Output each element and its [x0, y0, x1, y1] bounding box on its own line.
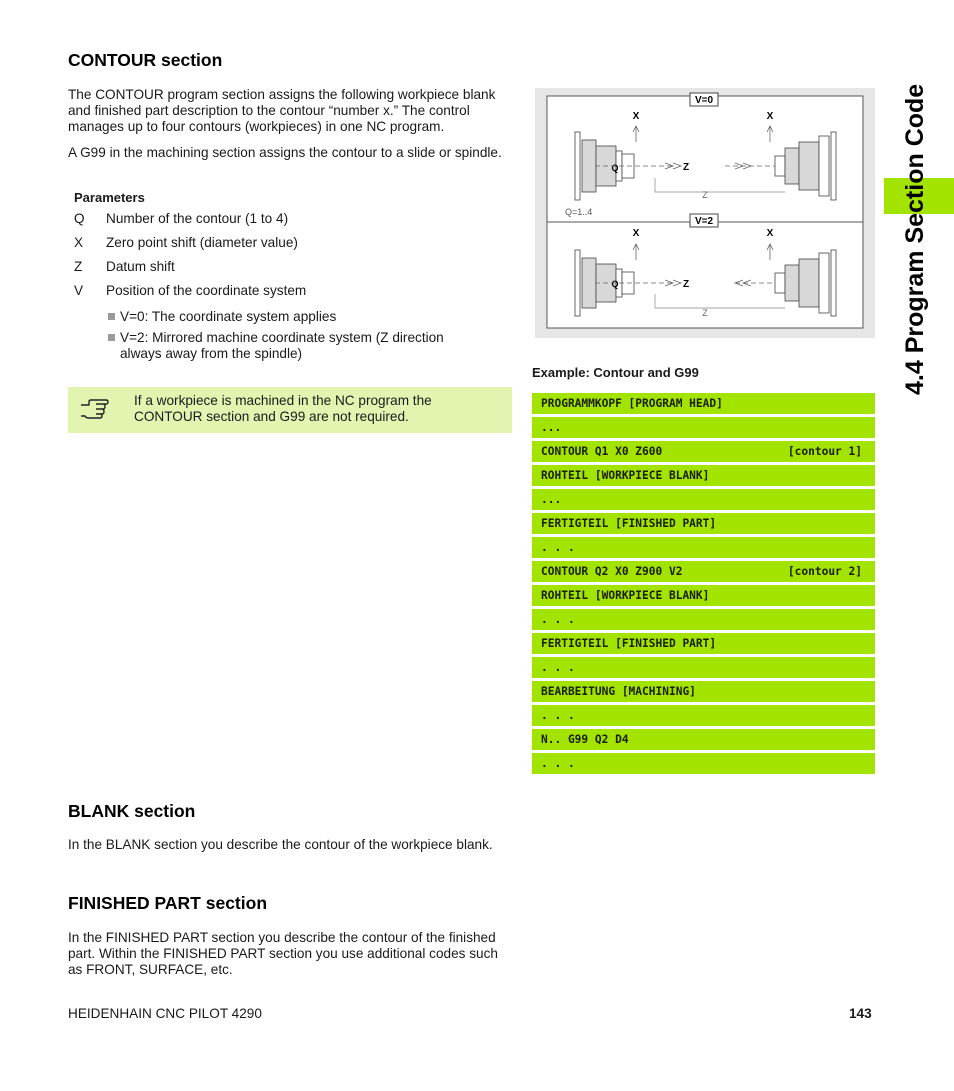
param-desc: Number of the contour (1 to 4): [106, 211, 289, 226]
param-key: X: [74, 235, 84, 250]
z-dim-label: Z: [702, 308, 708, 318]
q-label: Q: [611, 279, 619, 289]
code-row: ...: [532, 489, 875, 510]
param-row-x: [74, 235, 474, 251]
v2-label: V=2: [694, 216, 714, 227]
param-key: Z: [74, 259, 83, 274]
param-desc: Datum shift: [106, 259, 175, 274]
blank-para: In the BLANK section you describe the contour of the workpiece blank.: [68, 837, 493, 852]
note-box: [68, 387, 512, 433]
x-axis-label: X: [766, 228, 774, 239]
contour-para-1: The CONTOUR program section assigns the following workpiece blank and finished part description to the contour “number x.” The control manages up to four contours (workpieces) in one NC program.: [68, 87, 496, 134]
z-axis-label: Z: [683, 279, 690, 290]
code-row: FERTIGTEIL [FINISHED PART]: [532, 513, 875, 534]
bullet-square-icon: [108, 334, 115, 341]
example-heading: Example: Contour and G99: [532, 365, 699, 380]
param-key: V: [74, 283, 84, 298]
param-desc: Zero point shift (diameter value): [106, 235, 298, 250]
x-axis-label: X: [632, 228, 640, 239]
z-axis-label: Z: [683, 162, 690, 173]
code-row: . . .: [532, 537, 875, 558]
param-row-q: [74, 211, 474, 227]
q-range-label: Q=1..4: [565, 207, 593, 217]
page-number: 143: [849, 1006, 872, 1021]
param-desc: Position of the coordinate system: [106, 283, 307, 298]
z-dim-label: Z: [702, 190, 708, 200]
param-row-v: [74, 283, 474, 299]
v0-label: V=0: [694, 95, 714, 106]
finished-heading: FINISHED PART section: [68, 893, 268, 913]
param-key: Q: [74, 211, 85, 226]
footer-product: HEIDENHAIN CNC PILOT 4290: [68, 1006, 262, 1021]
code-row: BEARBEITUNG [MACHINING]: [532, 681, 875, 702]
section-title-text: 4.4 Program Section Code: [901, 83, 929, 395]
code-row: . . .: [532, 657, 875, 678]
blank-heading: BLANK section: [68, 801, 196, 821]
code-row: . . .: [532, 609, 875, 630]
pointing-hand-icon: [79, 396, 109, 422]
contour-heading: CONTOUR section: [68, 50, 223, 70]
code-row: FERTIGTEIL [FINISHED PART]: [532, 633, 875, 654]
code-row: ROHTEIL [WORKPIECE BLANK]: [532, 585, 875, 606]
bullet-v0: V=0: The coordinate system applies: [108, 309, 336, 325]
parameters-heading: Parameters: [74, 190, 145, 205]
contour-figure: [535, 88, 875, 338]
code-row: N.. G99 Q2 D4: [532, 729, 875, 750]
bullet-v2: V=2: Mirrored machine coordinate system (Z direction: [108, 330, 444, 346]
x-axis-label: X: [632, 111, 640, 122]
code-row: CONTOUR Q2 X0 Z900 V2 [contour 2]: [532, 561, 875, 582]
code-row: ROHTEIL [WORKPIECE BLANK]: [532, 465, 875, 486]
code-row: . . .: [532, 705, 875, 726]
note-text: If a workpiece is machined in the NC program the CONTOUR section and G99 are not required.: [134, 393, 432, 424]
param-row-z: [74, 259, 474, 275]
code-row: ...: [532, 417, 875, 438]
x-axis-label: X: [766, 111, 774, 122]
code-row: CONTOUR Q1 X0 Z600 [contour 1]: [532, 441, 875, 462]
finished-para: In the FINISHED PART section you describe the contour of the finished part. Within the FINISHED PART section you use additional codes such as FRONT, SURFACE, etc.: [68, 930, 498, 977]
code-row: PROGRAMMKOPF [PROGRAM HEAD]: [532, 393, 875, 414]
bullet-square-icon: [108, 313, 115, 320]
bullet-v2-cont: always away from the spindle): [120, 346, 303, 361]
code-row: . . .: [532, 753, 875, 774]
q-label: Q: [611, 163, 619, 173]
contour-para-2: A G99 in the machining section assigns the contour to a slide or spindle.: [68, 145, 502, 160]
